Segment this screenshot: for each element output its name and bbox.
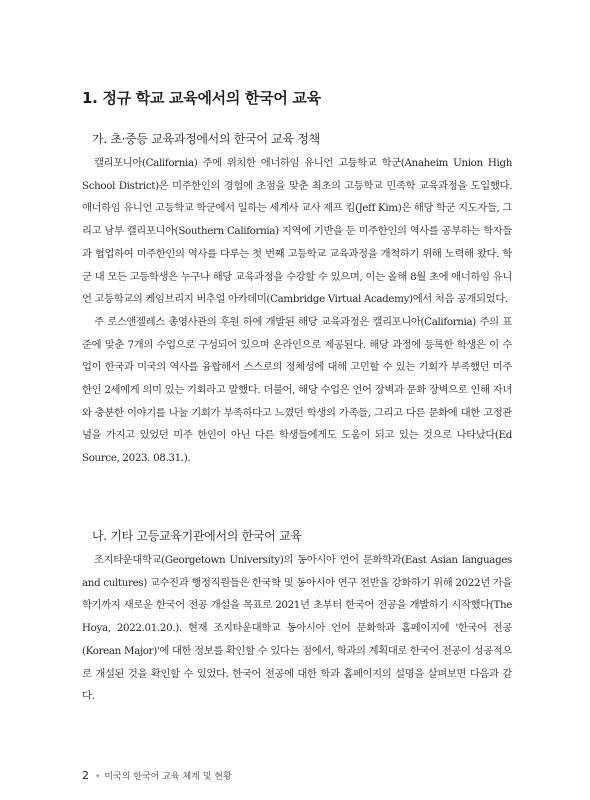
subsection-b-title: 나. 기타 고등교육기관에서의 한국어 교육 <box>92 529 302 543</box>
paragraph: 캘리포니아(California) 주에 위치한 애너하임 유니언 고등학교 학군(Anaheim Union High School District)은 미주한인의 경험에 초점을 맞춘 최초의 고등학교 민족학 교육과정을 도입했다. 애너하임 유니언 고등학교 학군에서 일하는 세계사 교사 제프 킴(Jeff Kim)은 해당 학군 지도자들, 그리고 남부 캘리포니아(Southern California) 지역에 기반을 둔 미주한인의 역사를 공부하는 학자들과 협업하여 미주한인의 역사를 다루는 첫 번째 고등학교 교육과정을 개척하기 위해 노력해 왔다. 학군 내 모든 고등학생은 누구나 해당 교육과정을 수강할 수 있으며, 이는 올해 8월 초에 애너하임 유니언 고등학교의 케임브리지 버추얼 아카데미(Cambridge Virtual Academy)에서 처음 공개되었다. <box>82 157 512 306</box>
running-title: 미국의 한국어 교육 체계 및 현황 <box>104 772 232 782</box>
section-title: 1. 정규 학교 교육에서의 한국어 교육 <box>82 89 321 107</box>
subsection-b-body <box>82 549 512 708</box>
page-footer <box>82 769 232 782</box>
subsection-a-title: 가. 초·중등 교육과정에서의 한국어 교육 정책 <box>92 132 320 146</box>
subsection-a-body <box>82 152 512 470</box>
paragraph: 주 로스앤젤레스 총영사관의 후원 하에 개발된 해당 교육과정은 캘리포니아(California) 주의 표준에 맞춘 7개의 수업으로 구성되어 있으며 온라인으로 제공된다. 해당 과정에 등록한 학생은 이 수업이 한국과 미국의 역사를 융합해서 스스로의 정체성에 대해 고민할 수 있는 기회가 부족했던 미주 한인 2세에게 의미 있는 기회라고 말했다. 더불어, 해당 수업은 언어 장벽과 문화 장벽으로 인해 자녀와 충분한 이야기를 나눌 기회가 부족하다고 느꼈던 학생의 가족들, 그리고 다른 문화에 대한 고정관념을 가지고 있었던 미주 한인이 아닌 다른 학생들에게도 도움이 되고 있는 것으로 나타났다(Ed Source, 2023. 08.31.). <box>82 315 512 465</box>
footer-separator: • <box>95 772 101 782</box>
page-number: 2 <box>82 769 89 782</box>
paragraph: 조지타운대학교(Georgetown University)의 동아시아 언어 문화학과(East Asian languages and cultures) 교수진과 행정직원들은 한국학 및 동아시아 연구 전반을 강화하기 위해 2022년 가을학기까지 새로운 한국어 전공 개설을 목표로 2021년 초부터 한국어 전공을 개발하기 시작했다(The Hoya, 2022.01.20.). 현재 조지타운대학교 동아시아 언어 문화학과 홈페이지에 '한국어 전공(Korean Major)'에 대한 정보를 확인할 수 있다는 점에서, 학과의 계획대로 한국어 전공이 성공적으로 개설된 것을 확인할 수 있었다. 한국어 전공에 대한 학과 홈페이지의 설명을 살펴보면 다음과 같다. <box>82 554 512 703</box>
